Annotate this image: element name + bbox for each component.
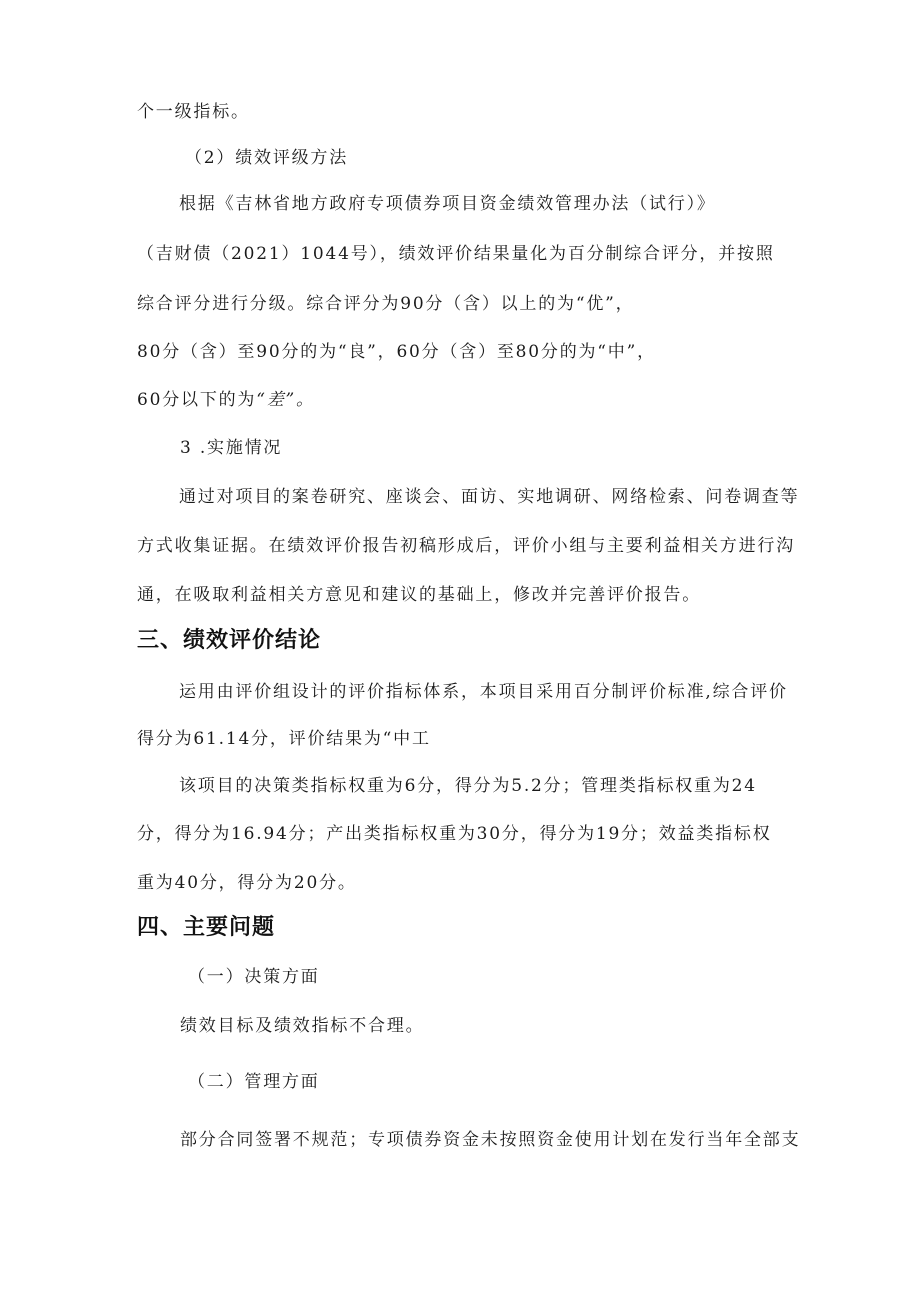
paragraph-line: 部分合同签署不规范；专项债券资金未按照资金使用计划在发行当年全部支: [180, 1130, 801, 1150]
paragraph-line: [137, 388, 315, 412]
paragraph-line: 该项目的决策类指标权重为6分，得分为5.2分；管理类指标权重为24: [179, 776, 757, 796]
paragraph-text: 60分以下的为: [137, 390, 257, 410]
paragraph-line: 方式收集证据。在绩效评价报告初稿形成后，评价小组与主要利益相关方进行沟: [137, 536, 795, 556]
paragraph-line: 80分（含）至90分的为“良”，60分（含）至80分的为“中”，: [137, 342, 656, 362]
paragraph-line: 运用由评价组设计的评价指标体系，本项目采用百分制评价标准,综合评价: [179, 682, 788, 702]
paragraph-line: （吉财债（2021）1044号），绩效评价结果量化为百分制综合评分，并按照: [137, 244, 775, 264]
paragraph-line: 根据《吉林省地方政府专项债券项目资金绩效管理办法（试行）》: [179, 194, 716, 214]
subheading-decision: （一）决策方面: [188, 967, 320, 987]
paragraph-line: 得分为61.14分，评价结果为“中工: [137, 729, 431, 749]
paragraph-line: 通，在吸取利益相关方意见和建议的基础上，修改并完善评价报告。: [137, 585, 701, 605]
subheading-implementation: 3 .实施情况: [180, 438, 283, 458]
paragraph-line: 分，得分为16.94分；产出类指标权重为30分，得分为19分；效益类指标权: [137, 824, 772, 844]
paragraph-line: 个一级指标。: [137, 102, 250, 122]
paragraph-line: 通过对项目的案卷研究、座谈会、面访、实地调研、网络检索、问卷调查等: [179, 487, 800, 507]
paragraph-line: 综合评分进行分级。综合评分为90分（含）以上的为“优”，: [137, 294, 635, 314]
section-heading-4: 四、主要问题: [137, 915, 276, 940]
paragraph-line: 重为40分，得分为20分。: [137, 873, 357, 893]
subheading-rating-method: （2）绩效评级方法: [185, 148, 349, 168]
paragraph-line: 绩效目标及绩效指标不合理。: [180, 1016, 425, 1036]
subheading-management: （二）管理方面: [188, 1072, 320, 1092]
section-heading-3: 三、绩效评价结论: [137, 628, 322, 653]
paragraph-text-italic: “差”。: [256, 390, 315, 410]
